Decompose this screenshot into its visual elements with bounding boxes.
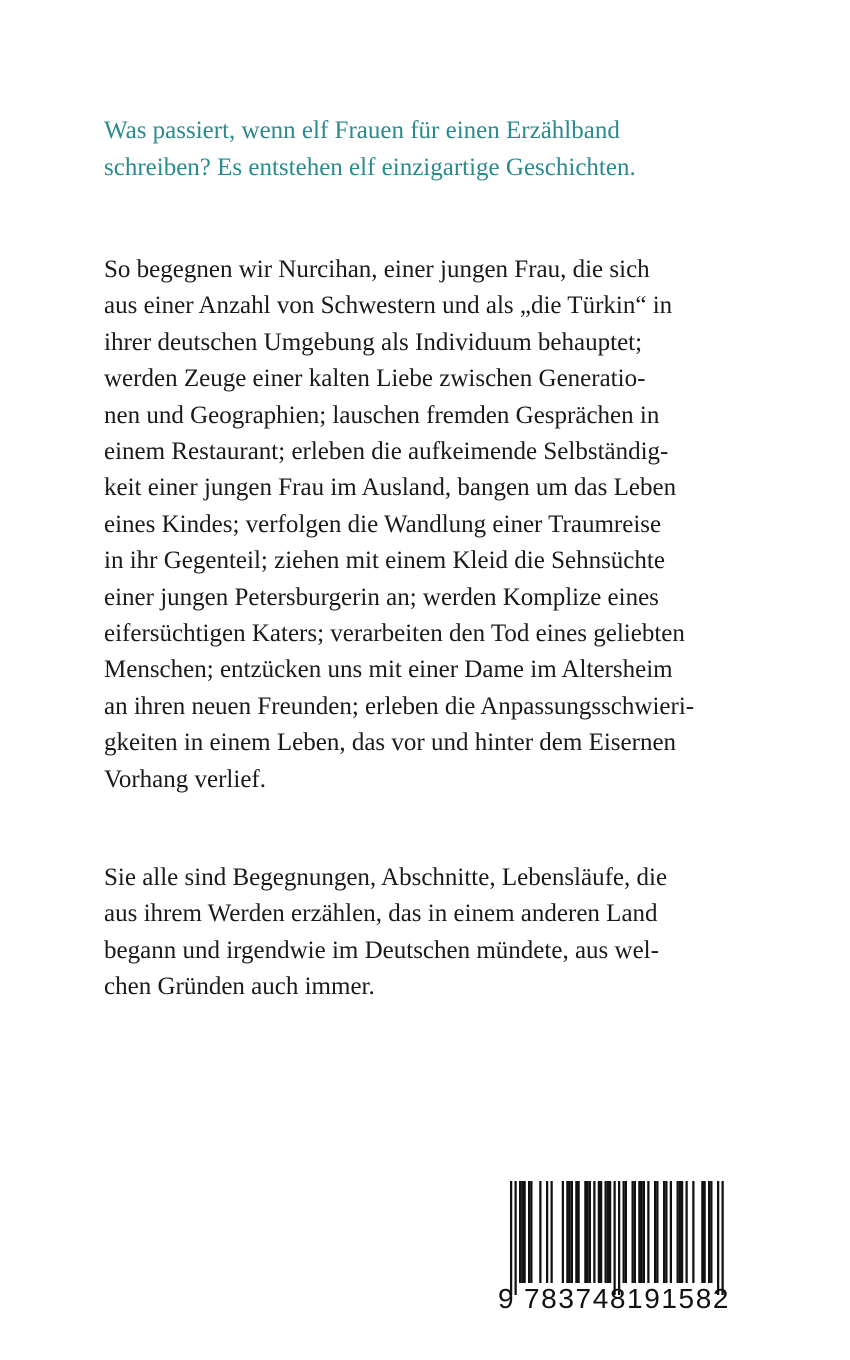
text-line: gkeiten in einem Leben, das vor und hinter dem Eisernen	[104, 729, 677, 757]
barcode-bar	[609, 1181, 611, 1283]
barcode-guard-bar	[722, 1181, 724, 1295]
barcode-guard-bar	[515, 1181, 517, 1295]
description-paragraph-2	[104, 860, 744, 1006]
text-line: eifersüchtigen Katers; verarbeiten den Tod eines geliebten	[104, 620, 685, 648]
barcode-bar	[663, 1181, 665, 1283]
barcode-bar	[634, 1181, 636, 1283]
barcode-bar	[708, 1181, 710, 1283]
text-line: einer jungen Petersburgerin an; werden Komplize eines	[104, 583, 659, 611]
barcode-bar	[587, 1181, 589, 1283]
barcode-bar	[647, 1181, 649, 1283]
barcode-bar	[578, 1181, 580, 1283]
tagline-line: Was passiert, wenn elf Frauen für einen Erzählband	[104, 117, 620, 144]
barcode-bar	[575, 1181, 577, 1283]
barcode-bar	[632, 1181, 634, 1283]
barcode-bar	[625, 1181, 627, 1283]
barcode-bar	[692, 1181, 694, 1283]
barcode-bar	[571, 1181, 573, 1283]
text-line: nen und Geographien; lauschen fremden Gesprächen in	[104, 401, 660, 429]
barcode-bar	[641, 1181, 643, 1283]
barcode-bar	[593, 1181, 595, 1283]
barcode-guard-bar	[717, 1181, 719, 1295]
barcode-bar	[528, 1181, 530, 1283]
barcode-bar	[623, 1181, 625, 1283]
barcode-bar	[589, 1181, 591, 1283]
barcode-bar	[566, 1181, 568, 1283]
barcode-bar	[605, 1181, 607, 1283]
text-line: Menschen; entzücken uns mit einer Dame im Altersheim	[104, 656, 673, 684]
isbn-barcode	[496, 1177, 736, 1319]
barcode-first-digit: 9	[498, 1283, 514, 1314]
barcode-bar	[643, 1181, 645, 1283]
tagline	[104, 112, 744, 186]
barcode-bar	[598, 1181, 600, 1283]
description-paragraph-1	[104, 252, 744, 798]
barcode-bar	[686, 1181, 688, 1283]
barcode-bar	[670, 1181, 672, 1283]
barcode-bar	[551, 1181, 553, 1283]
barcode-bar	[656, 1181, 658, 1283]
text-line: aus einer Anzahl von Schwestern und als „die Türkin“ in	[104, 292, 673, 320]
barcode-bar	[524, 1181, 526, 1283]
barcode-bar	[710, 1181, 712, 1283]
text-line: begann und irgendwie im Deutschen mündete, aus wel-	[104, 936, 659, 964]
text-line: werden Zeuge einer kalten Liebe zwischen Generatio-	[104, 365, 646, 393]
barcode-bar	[562, 1181, 564, 1283]
barcode-guard-bar	[618, 1181, 620, 1295]
barcode-number	[496, 1281, 736, 1317]
barcode-bar	[546, 1181, 548, 1283]
barcode-bar	[569, 1181, 571, 1283]
barcode-bar	[638, 1181, 640, 1283]
text-line: in ihr Gegenteil; ziehen mit einem Kleid die Sehnsüchte	[104, 547, 665, 575]
barcode-bar	[654, 1181, 656, 1283]
text-line: Vorhang verlief.	[104, 765, 266, 793]
barcode-bar	[681, 1181, 683, 1283]
barcode-bar	[665, 1181, 667, 1283]
text-line: aus ihrem Werden erzählen, das in einem anderen Land	[104, 900, 658, 928]
barcode-bar	[519, 1181, 521, 1283]
barcode-digits: 783748191582	[524, 1283, 731, 1314]
barcode-bar	[600, 1181, 602, 1283]
barcode-bar	[704, 1181, 706, 1283]
barcode-bar	[679, 1181, 681, 1283]
barcode-bar	[607, 1181, 609, 1283]
text-line: So begegnen wir Nurcihan, einer jungen Frau, die sich	[104, 256, 650, 283]
text-line: eines Kindes; verfolgen die Wandlung einer Traumreise	[104, 510, 662, 538]
text-line: einem Restaurant; erleben die aufkeimende Selbständig-	[104, 438, 669, 466]
tagline-line: schreiben? Es entstehen elf einzigartige Geschichten.	[104, 154, 636, 181]
barcode-guard-bar	[510, 1181, 512, 1295]
barcode-bar	[701, 1181, 703, 1283]
barcode-bar	[521, 1181, 523, 1283]
barcode-guard-bar	[614, 1181, 616, 1295]
barcode-bar	[677, 1181, 679, 1283]
text-line: an ihren neuen Freunden; erleben die Anpassungsschwieri-	[104, 692, 695, 720]
barcode-bar	[530, 1181, 532, 1283]
barcode-bar	[584, 1181, 586, 1283]
barcode-bar	[539, 1181, 541, 1283]
text-line: ihrer deutschen Umgebung als Individuum behauptet;	[104, 328, 643, 356]
text-line: chen Gründen auch immer.	[104, 973, 375, 1001]
text-line: keit einer jungen Frau im Ausland, bangen um das Leben	[104, 474, 677, 502]
text-line: Sie alle sind Begegnungen, Abschnitte, Lebensläufe, die	[104, 864, 668, 891]
